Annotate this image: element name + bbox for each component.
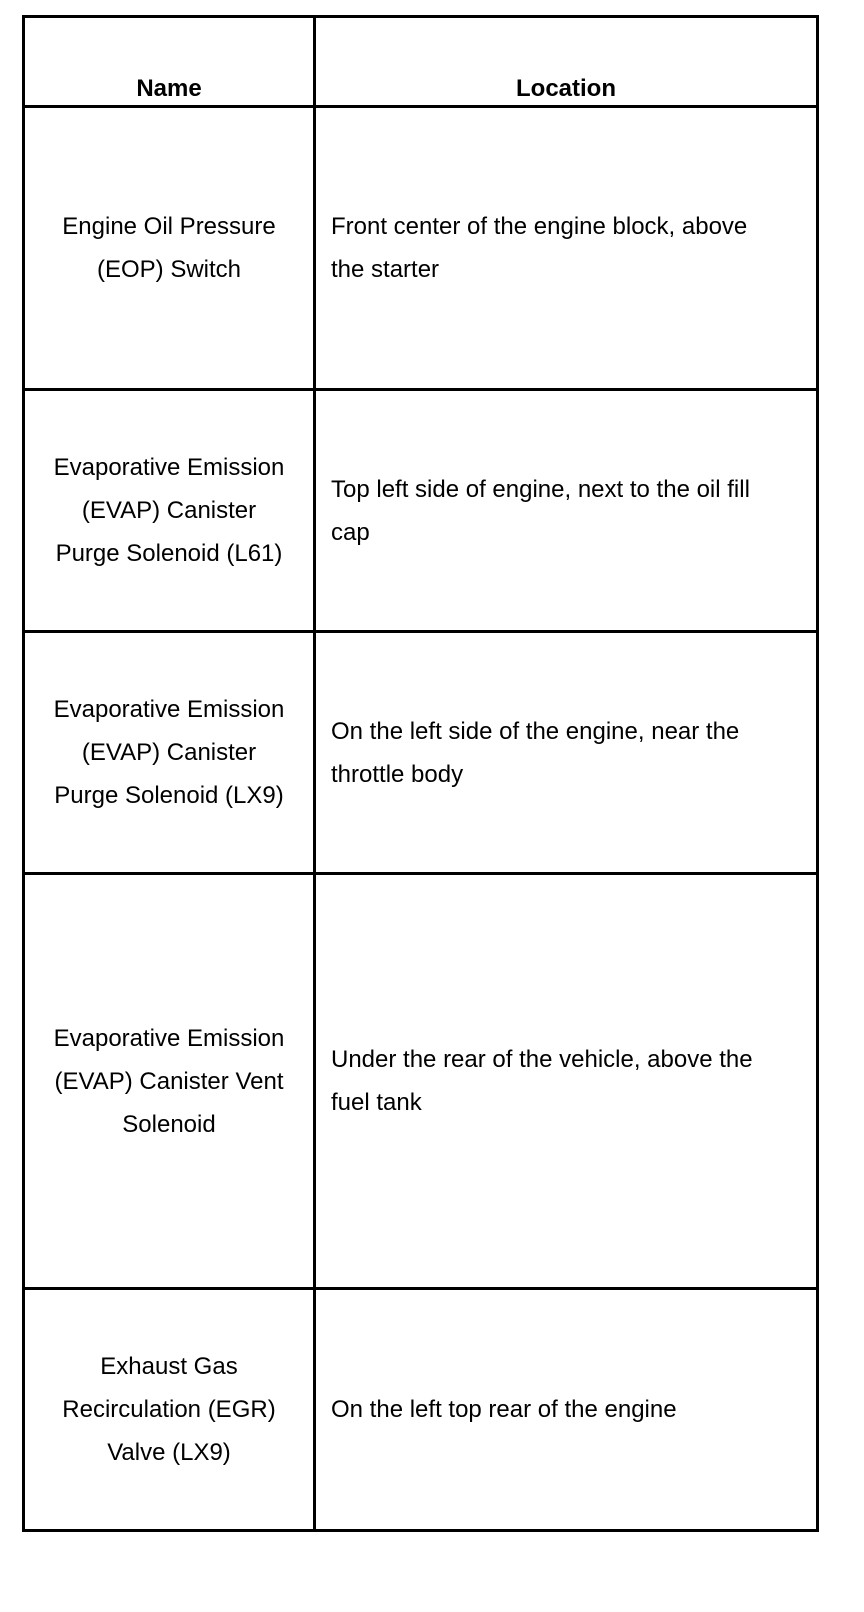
- component-name-cell: Evaporative Emission (EVAP) Canister Vent Solenoid: [24, 874, 315, 1289]
- component-location-cell: On the left top rear of the engine: [315, 1289, 818, 1531]
- table-row: [24, 1289, 818, 1531]
- table-header: [24, 17, 818, 107]
- component-name-cell: Evaporative Emission (EVAP) Canister Purge Solenoid (L61): [24, 390, 315, 632]
- component-name-cell: Evaporative Emission (EVAP) Canister Purge Solenoid (LX9): [24, 632, 315, 874]
- component-location-cell: Front center of the engine block, above the starter: [315, 107, 818, 390]
- component-name-cell: Exhaust Gas Recirculation (EGR) Valve (LX9): [24, 1289, 315, 1531]
- table-row: [24, 874, 818, 1289]
- component-location-cell: On the left side of the engine, near the throttle body: [315, 632, 818, 874]
- component-location-cell: Under the rear of the vehicle, above the fuel tank: [315, 874, 818, 1289]
- component-location-table: [22, 15, 819, 1532]
- table-body: [24, 107, 818, 1531]
- table-row: [24, 390, 818, 632]
- table-row: [24, 107, 818, 390]
- component-location-cell: Top left side of engine, next to the oil fill cap: [315, 390, 818, 632]
- name-column-header: Name: [24, 17, 315, 107]
- header-row: [24, 17, 818, 107]
- table-row: [24, 632, 818, 874]
- location-column-header: Location: [315, 17, 818, 107]
- component-name-cell: Engine Oil Pressure (EOP) Switch: [24, 107, 315, 390]
